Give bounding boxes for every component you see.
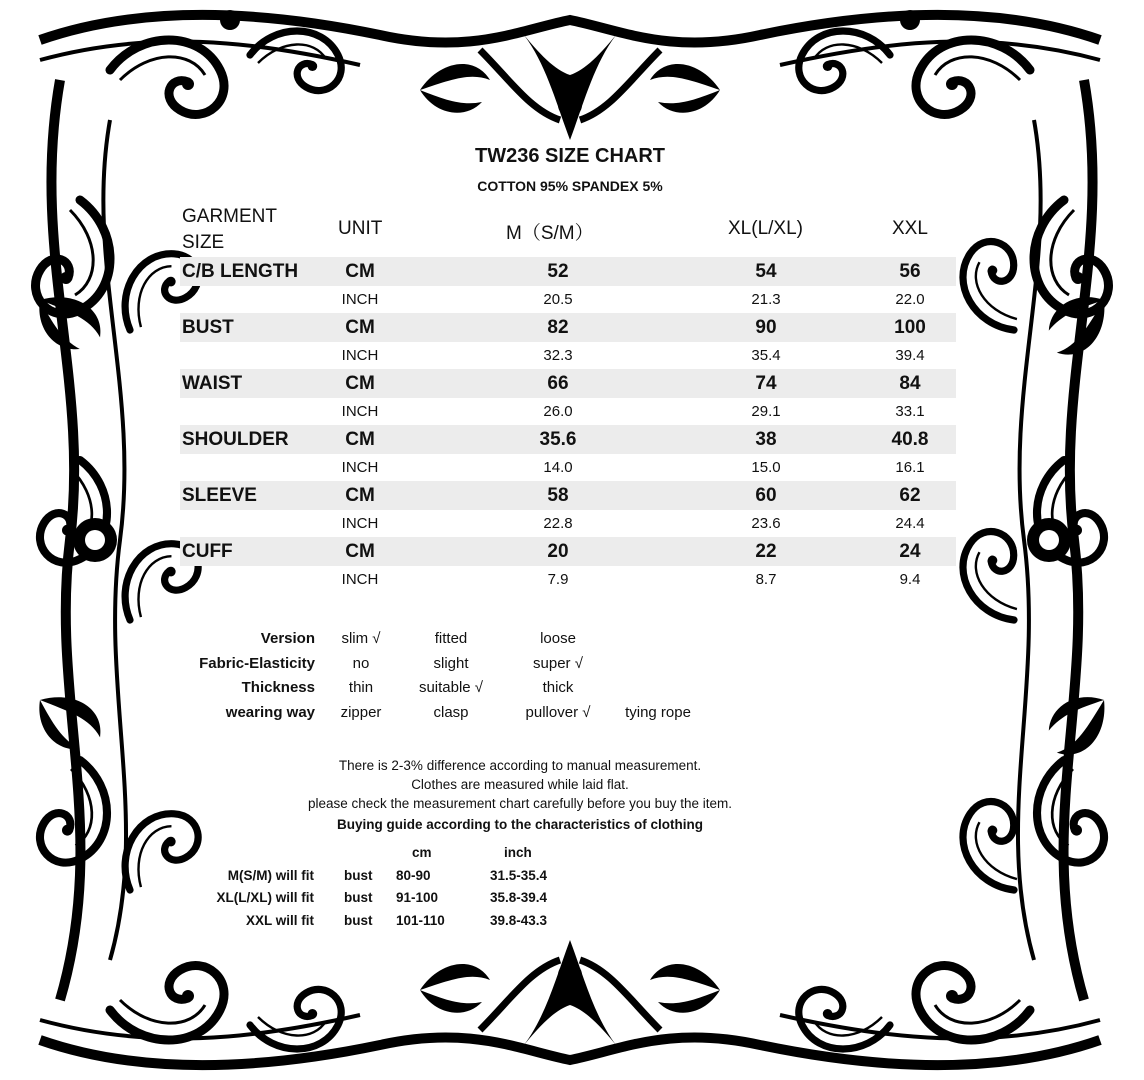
note-difference: There is 2-3% difference according to manual measurement. <box>338 758 702 773</box>
size-row-inch <box>180 510 956 537</box>
buying-guide <box>190 845 690 935</box>
attribute-label: Fabric-Elasticity <box>199 654 315 672</box>
guide-range-cm: 91-100 <box>396 890 439 905</box>
value-xl-inch: 29.1 <box>751 403 781 420</box>
col-header-unit: UNIT <box>338 218 383 239</box>
value-xxl-inch: 16.1 <box>895 459 925 476</box>
value-xl-cm: 22 <box>755 541 777 562</box>
attribute-option: thin <box>348 679 374 696</box>
size-row-inch <box>180 398 956 425</box>
guide-range-cm: 101-110 <box>396 912 445 928</box>
attribute-option: slim √ <box>341 630 381 647</box>
size-row-inch <box>180 286 956 313</box>
value-xxl-inch: 22.0 <box>895 291 925 308</box>
value-xxl-inch: 9.4 <box>899 571 921 588</box>
buying-guide-row <box>190 890 690 913</box>
value-m-cm: 66 <box>547 373 569 394</box>
guide-range-inch: 35.8-39.4 <box>490 890 548 905</box>
attribute-label: Thickness <box>241 679 315 696</box>
value-xl-cm: 38 <box>755 429 777 450</box>
size-row-cm <box>180 313 956 342</box>
attribute-option: loose <box>540 630 576 647</box>
attribute-option: suitable √ <box>418 679 484 696</box>
attribute-option: pullover √ <box>525 703 591 721</box>
size-row-cm <box>180 481 956 510</box>
guide-body-part: bust <box>344 890 373 905</box>
size-row-cm <box>180 257 956 286</box>
buying-guide-row <box>190 868 690 891</box>
buying-guide-title: Buying guide according to the characteristics of clothing <box>336 817 704 832</box>
value-xl-inch: 21.3 <box>751 291 781 308</box>
value-xl-inch: 23.6 <box>751 515 781 532</box>
value-xxl-cm: 62 <box>899 485 921 506</box>
guide-body-part: bust <box>344 867 373 883</box>
measurement-name: CUFF <box>182 541 233 562</box>
attribute-option: thick <box>542 679 574 696</box>
size-row-cm <box>180 369 956 398</box>
frame-right <box>948 80 1121 1000</box>
guide-range-cm: 80-90 <box>396 867 431 883</box>
value-m-cm: 82 <box>547 317 569 338</box>
col-header-m: M（S/M） <box>506 223 594 244</box>
guide-col-cm: cm <box>412 845 432 860</box>
frame-bottom <box>40 940 1100 1065</box>
value-m-inch: 20.5 <box>543 291 573 308</box>
unit-inch: INCH <box>341 515 379 532</box>
value-xl-cm: 54 <box>755 261 777 282</box>
value-xl-cm: 90 <box>755 317 777 338</box>
unit-cm: CM <box>345 541 375 562</box>
value-xxl-inch: 24.4 <box>895 515 925 532</box>
guide-range-inch: 31.5-35.4 <box>490 867 548 883</box>
value-xxl-inch: 33.1 <box>895 403 925 420</box>
measurement-name: WAIST <box>182 373 243 394</box>
col-header-xl: XL(L/XL) <box>728 218 803 239</box>
note-check-chart: please check the measurement chart carefully before you buy the item. <box>308 796 732 811</box>
value-xxl-cm: 84 <box>899 373 921 394</box>
size-row-inch <box>180 342 956 369</box>
attribute-option: zipper <box>340 703 382 721</box>
value-xl-cm: 74 <box>755 373 777 394</box>
buying-guide-rows <box>190 868 690 936</box>
guide-size-label: XXL will fit <box>245 912 314 928</box>
unit-inch: INCH <box>341 291 379 308</box>
value-m-inch: 32.3 <box>543 347 573 364</box>
attribute-option: fitted <box>434 630 468 647</box>
value-xxl-cm: 56 <box>899 261 921 282</box>
size-table-body <box>180 257 956 593</box>
attribute-option: tying rope <box>625 703 691 721</box>
attribute-option: slight <box>433 654 469 672</box>
attribute-row <box>180 630 780 655</box>
unit-cm: CM <box>345 373 375 394</box>
attribute-option: super √ <box>533 654 583 672</box>
note-laid-flat: Clothes are measured while laid flat. <box>411 777 629 792</box>
guide-range-inch: 39.8-43.3 <box>490 912 548 928</box>
value-m-cm: 35.6 <box>539 429 577 450</box>
attribute-label: wearing way <box>225 703 315 721</box>
guide-size-label: M(S/M) will fit <box>227 867 314 883</box>
attribute-row <box>180 704 780 729</box>
unit-inch: INCH <box>341 403 379 420</box>
guide-body-part: bust <box>344 912 373 928</box>
guide-col-inch: inch <box>504 845 532 860</box>
value-xxl-cm: 100 <box>894 317 926 338</box>
unit-cm: CM <box>345 261 375 282</box>
value-m-inch: 22.8 <box>543 515 573 532</box>
size-table <box>180 200 956 593</box>
guide-size-label: XL(L/XL) will fit <box>216 890 314 905</box>
measurement-name: SLEEVE <box>182 485 257 506</box>
unit-inch: INCH <box>341 347 379 364</box>
frame-top <box>40 10 1100 140</box>
unit-inch: INCH <box>341 571 379 588</box>
attribute-option: clasp <box>433 703 469 721</box>
value-m-inch: 14.0 <box>543 459 573 476</box>
value-m-cm: 58 <box>547 485 569 506</box>
unit-cm: CM <box>345 429 375 450</box>
col-header-garment-size: GARMENT SIZE <box>182 206 277 253</box>
fabric-composition: COTTON 95% SPANDEX 5% <box>477 178 663 194</box>
attribute-row <box>180 655 780 680</box>
attribute-row <box>180 679 780 704</box>
value-xl-inch: 8.7 <box>755 571 777 588</box>
measurement-name: BUST <box>182 317 234 338</box>
buying-guide-header <box>190 845 690 868</box>
size-table-header <box>180 200 956 257</box>
size-row-cm <box>180 537 956 566</box>
measurement-notes <box>0 756 1040 834</box>
buying-guide-row <box>190 913 690 936</box>
size-row-cm <box>180 425 956 454</box>
size-row-inch <box>180 566 956 593</box>
attribute-label: Version <box>260 630 315 647</box>
unit-cm: CM <box>345 485 375 506</box>
col-header-xxl: XXL <box>892 218 928 239</box>
value-xl-inch: 35.4 <box>751 347 781 364</box>
unit-inch: INCH <box>341 459 379 476</box>
value-m-cm: 20 <box>547 541 569 562</box>
value-xl-inch: 15.0 <box>751 459 781 476</box>
unit-cm: CM <box>345 317 375 338</box>
garment-attributes <box>180 630 780 728</box>
value-xxl-cm: 40.8 <box>891 429 929 450</box>
measurement-name: C/B LENGTH <box>182 261 299 282</box>
value-m-inch: 7.9 <box>547 571 569 588</box>
page-title: TW236 SIZE CHART <box>474 145 666 167</box>
attribute-option: no <box>352 654 370 672</box>
size-row-inch <box>180 454 956 481</box>
value-xxl-inch: 39.4 <box>895 347 925 364</box>
value-xl-cm: 60 <box>755 485 777 506</box>
measurement-name: SHOULDER <box>182 429 289 450</box>
value-xxl-cm: 24 <box>899 541 921 562</box>
value-m-inch: 26.0 <box>543 403 573 420</box>
value-m-cm: 52 <box>547 261 569 282</box>
